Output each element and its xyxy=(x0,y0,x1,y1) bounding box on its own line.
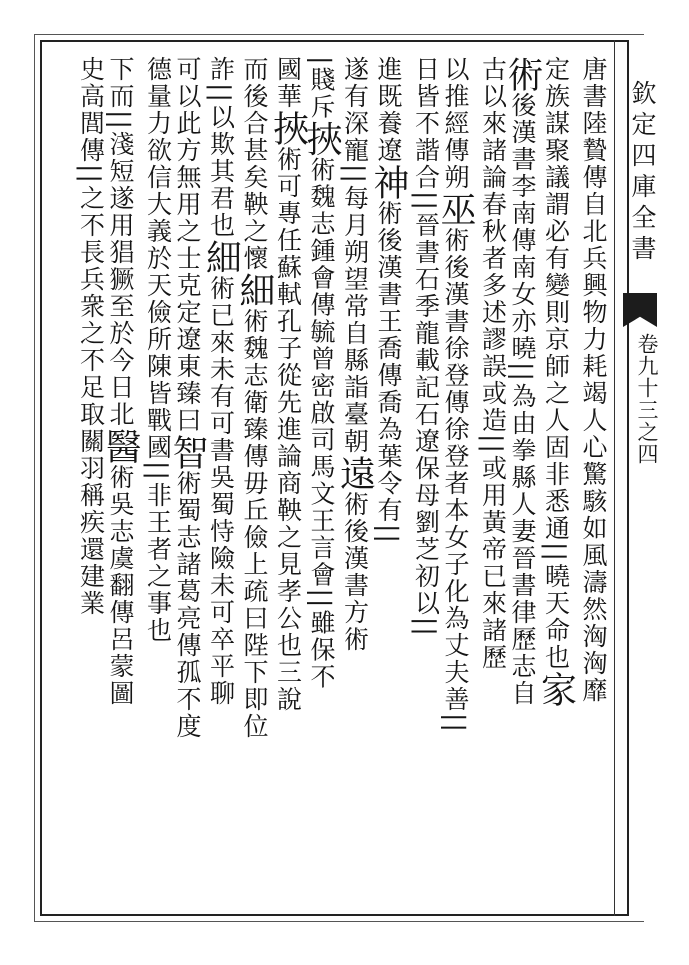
text-run: 術吳志虞翻傳呂蒙圖 xyxy=(106,463,135,707)
text-column xyxy=(301,56,342,691)
text-column xyxy=(234,56,275,740)
text-run: 遂有深寵||每月朔望常自縣詣臺朝 xyxy=(340,56,370,455)
heading-term: 巫 xyxy=(435,191,476,227)
text-column xyxy=(267,56,309,713)
text-column xyxy=(334,56,376,653)
text-column xyxy=(435,56,476,734)
text-column xyxy=(200,56,242,707)
text-run: 進既養遼 xyxy=(374,56,403,164)
text-run: 術魏志鍾會傳毓曾密啟司馬文王言會||雖保不 xyxy=(307,156,336,691)
text-run: 詐||以欺其君也 xyxy=(206,56,236,239)
text-column xyxy=(535,56,577,707)
text-run: 可以此方無用之士克定遼東臻曰 xyxy=(173,56,202,434)
text-run: 術已來未有可書吳蜀恃險未可卒平聊 xyxy=(206,274,236,707)
heading-term: 遠 xyxy=(334,454,376,491)
text-run: 術蜀志諸葛亮傳孤不度 xyxy=(173,470,202,740)
text-column xyxy=(502,56,543,707)
heading-term: 智 xyxy=(167,434,208,470)
volume-label: 卷九十三之四 xyxy=(635,333,659,465)
heading-term: 家 xyxy=(535,670,577,707)
text-run: 定族謀聚議謂必有變則京師之人固非悉通||曉天命也 xyxy=(541,56,571,671)
text-run: 史高閭傳||之不長兵衆之不足取關羽稱疾還建業 xyxy=(76,56,106,617)
text-run: 儉所陳皆戰國||非王者之事也 xyxy=(143,299,173,644)
text-run: 以推經傳朔 xyxy=(441,56,470,191)
heading-term: 挾 xyxy=(267,110,309,146)
text-column xyxy=(78,56,105,617)
text-run: 術可專任蘇軾孔子從先進論商鞅之見孝公也三說 xyxy=(273,146,303,713)
heading-term: 細 xyxy=(234,272,275,308)
text-column xyxy=(580,56,607,704)
text-column xyxy=(167,56,208,740)
text-run: 而後合甚矣鞅之懷 xyxy=(240,56,269,272)
text-run: 後漢書李南傳南女亦曉||為由拳縣人妻晉書律歷志自 xyxy=(508,92,537,707)
text-column xyxy=(480,56,507,671)
gutter-line xyxy=(614,40,615,916)
margin-title: 欽定四庫全書 xyxy=(628,80,657,266)
text-column xyxy=(100,56,141,707)
heading-term: 醫 xyxy=(100,427,141,464)
text-column xyxy=(368,56,409,545)
heading-term: 神 xyxy=(368,164,409,200)
text-run: 唐書陸贄傳自北兵興物力耗竭人心驚駭如風濤然洶洶靡 xyxy=(579,56,608,704)
text-run: 德量力欲信大義於天 xyxy=(143,56,173,299)
text-run: 術後漢書王喬傳喬為葉令有|| xyxy=(374,200,403,545)
text-column xyxy=(145,56,172,644)
text-run: 術魏志衛臻傳毋丘儉上疏曰陛下即位 xyxy=(240,308,269,740)
text-run: 下而||淺短遂用猖獗至於今日北 xyxy=(106,56,135,428)
text-run: 術後漢書徐登傳徐登者本女子化為丈夫善|| xyxy=(441,227,470,734)
text-run: |賤斥 xyxy=(307,56,336,121)
text-run: 日皆不諧合||晉書石季龍載記石遼保母劉芝初以|| xyxy=(411,56,441,638)
text-run: 術後漢書方術 xyxy=(340,490,370,653)
heading-term: 挾 xyxy=(301,120,342,157)
text-run: 古以來諸論春秋者多述謬誤或造||或用黃帝已來諸歷 xyxy=(478,56,508,671)
heading-term: 術 xyxy=(502,56,543,92)
heading-term: 細 xyxy=(200,238,242,275)
text-column xyxy=(413,56,440,638)
text-run: 國華 xyxy=(273,56,303,110)
